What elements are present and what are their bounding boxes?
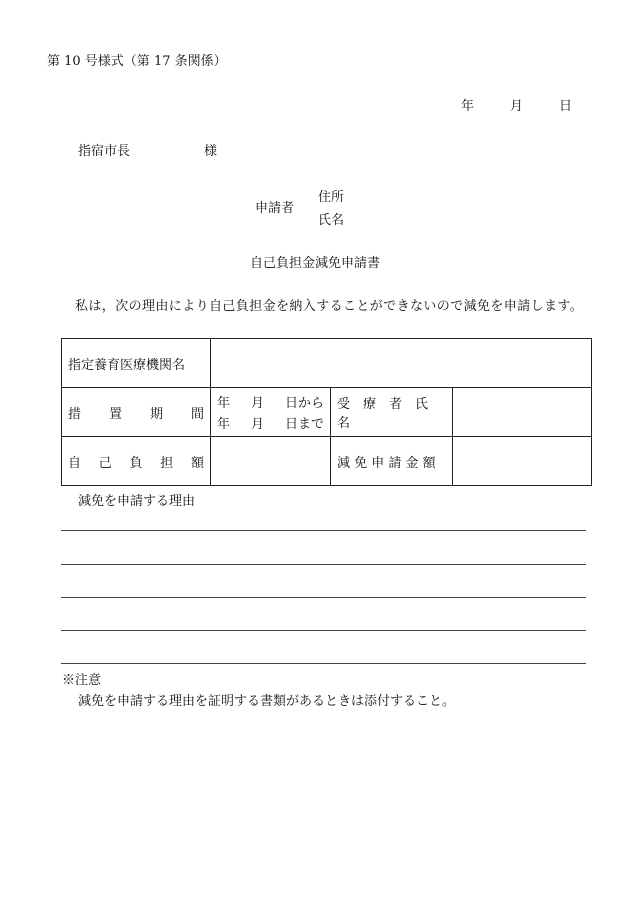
period-label: 措 置 期 間	[62, 388, 211, 437]
note-label: ※注意	[62, 673, 102, 688]
applicant-address-label: 住所	[318, 190, 345, 205]
body-text: 私は，次の理由により自己負担金を納入することができないので減免を申請します。	[75, 299, 584, 314]
reason-line-4[interactable]	[61, 630, 586, 631]
addressee	[78, 140, 217, 159]
reason-line-5[interactable]	[61, 663, 586, 664]
table-row	[62, 339, 592, 388]
reduction-amount-field[interactable]	[453, 437, 592, 486]
document-title: 自己負担金減免申請書	[249, 256, 380, 271]
info-table	[61, 338, 592, 486]
addressee-honorific: 様	[204, 144, 218, 159]
date-line	[461, 95, 572, 114]
note-text: 減免を申請する理由を証明する書類があるときは添付すること。	[78, 694, 456, 709]
date-month: 月	[510, 99, 524, 114]
date-year: 年	[461, 99, 475, 114]
date-day: 日	[559, 99, 573, 114]
copay-field[interactable]	[211, 437, 331, 486]
applicant-label: 申請者	[255, 201, 295, 216]
form-number: 第 10 号様式（第 17 条関係）	[47, 54, 227, 69]
table-row	[62, 437, 592, 486]
institution-label: 指定養育医療機関名	[62, 339, 211, 388]
patient-name-label: 受 療 者 氏 名	[331, 388, 453, 437]
addressee-name: 指宿市長	[78, 144, 131, 159]
table-row	[62, 388, 592, 437]
reason-line-2[interactable]	[61, 564, 586, 565]
reduction-amount-label: 減 免 申 請 金 額	[331, 437, 453, 486]
period-from: 年 月 日から	[217, 396, 324, 411]
copay-label: 自 己 負 担 額	[62, 437, 211, 486]
period-field[interactable]	[211, 388, 331, 437]
reason-label: 減免を申請する理由	[78, 494, 196, 509]
period-to: 年 月 日まで	[217, 417, 324, 432]
patient-name-field[interactable]	[453, 388, 592, 437]
applicant-name-label: 氏名	[318, 213, 345, 228]
institution-field[interactable]	[211, 339, 592, 388]
reason-line-1[interactable]	[61, 530, 586, 531]
reason-line-3[interactable]	[61, 597, 586, 598]
